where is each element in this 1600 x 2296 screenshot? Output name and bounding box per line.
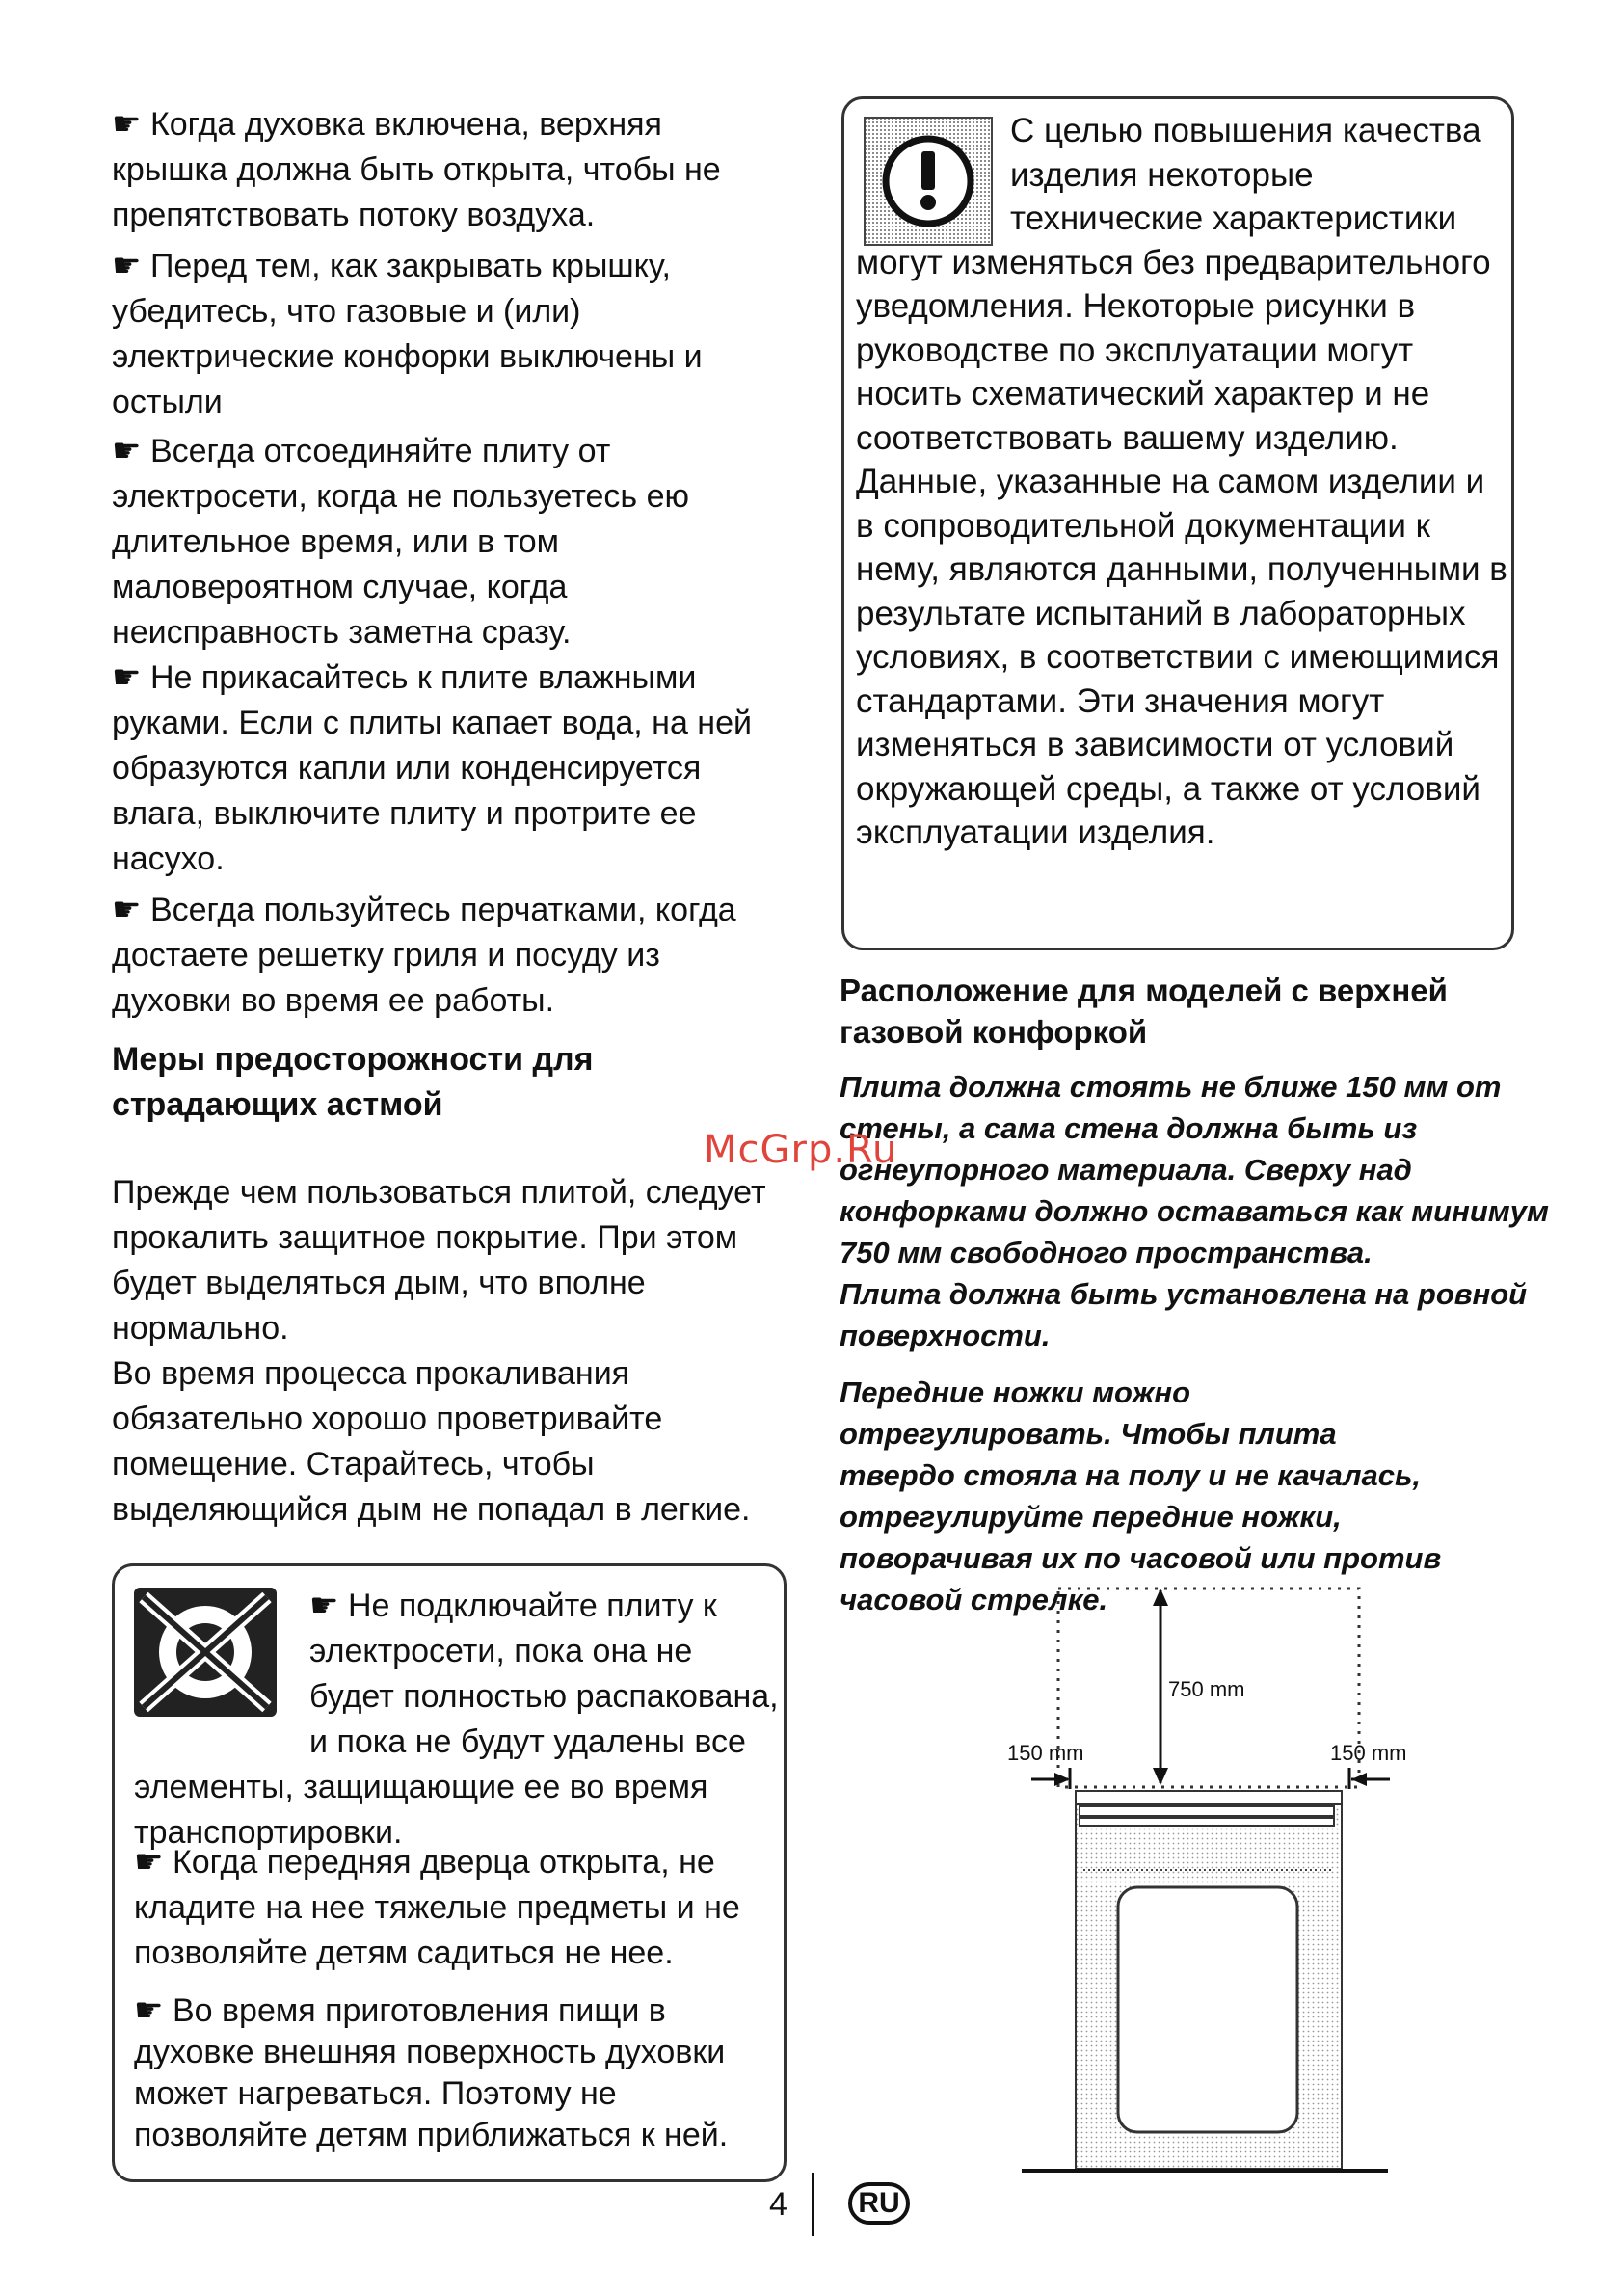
hand-pointer-icon: ☛ xyxy=(112,433,142,469)
clearance-diagram xyxy=(1002,1581,1407,2178)
bullet-1: ☛ Когда духовка включена, верхняя крышка должна быть открыта, чтобы не препятствовать потоку воздуха. xyxy=(112,106,721,233)
bullet-3: ☛ Всегда отсоединяйте плиту от электросети, когда не пользуетесь ею длительное время, или в том маловероятном случае, когда неисправность заметна сразу. xyxy=(112,433,690,651)
box-bullet-2: ☛ Когда передняя дверца открыта, не кладите на нее тяжелые предметы и не позволяйте детям садиться не нее. xyxy=(134,1844,740,1971)
bullet-2: ☛ Перед тем, как закрывать крышку, убедитесь, что газовые и (или) электрические конфорки выключены и остыли xyxy=(112,248,703,420)
hand-pointer-icon: ☛ xyxy=(112,106,142,143)
placement-text-1: Плита должна стоять не ближе 150 мм от стены, а сама стена должна быть из огнеупорного материала. Сверху над конфорками должно оставаться как минимум 750 мм свободного пространства. xyxy=(840,1070,1549,1269)
asthma-text-1: Прежде чем пользоваться плитой, следует прокалить защитное покрытие. При этом будет выделяться дым, что вполне нормально. xyxy=(112,1174,766,1347)
label-150-right: 150 mm xyxy=(1330,1741,1407,1765)
asthma-heading: Меры предосторожности для страдающих астмой xyxy=(112,1041,594,1123)
hand-pointer-icon: ☛ xyxy=(134,1992,164,2029)
notice-box xyxy=(841,96,1514,950)
asthma-text-2: Во время процесса прокаливания обязательно хорошо проветривайте помещение. Старайтесь, чтобы выделяющийся дым не попадал в легкие. xyxy=(112,1355,751,1528)
language-badge: RU xyxy=(848,2182,910,2225)
placement-text-2: Плита должна быть установлена на ровной поверхности. xyxy=(840,1277,1528,1352)
safety-box xyxy=(112,1563,787,2182)
footer-divider xyxy=(812,2173,814,2236)
hand-pointer-icon: ☛ xyxy=(309,1588,339,1624)
page-number: 4 xyxy=(769,2186,787,2223)
left-column xyxy=(112,102,787,1533)
notice-text: С целью повышения качества изделия некоторые технические характеристики могут изменяться без предварительного уведомления. Некоторые рисунки в руководстве по эксплуатации могут носить схематический характер и не соответствовать вашему изделию. Данные, указанные на самом изделии и в сопроводительной документации к нему, являются данными, полученными в результате испытаний в лабораторных условиях, в соответствии с имеющимися стандартами. Эти значения могут изменяться в зависимости от условий окружающей среды, а также от условий эксплуатации изделия. xyxy=(856,112,1507,851)
box-bullet-1: ☛ Не подключайте плиту к электросети, пока она не будет полностью распакована, и пока не будут удалены все элементы, защищающие ее во время транспортировки. xyxy=(134,1588,779,1851)
hand-pointer-icon: ☛ xyxy=(112,892,142,928)
placement-heading: Расположение для моделей с верхней газовой конфоркой xyxy=(840,973,1448,1050)
label-150-left: 150 mm xyxy=(1007,1741,1084,1765)
watermark: McGrp.Ru xyxy=(704,1128,898,1172)
box-bullet-3: ☛ Во время приготовления пищи в духовке внешняя поверхность духовки может нагреваться. Поэтому не позволяйте детям приближаться к ней. xyxy=(134,1992,729,2153)
placement-section xyxy=(840,970,1553,1620)
cooker-top xyxy=(1076,1791,1342,1804)
bullet-5: ☛ Всегда пользуйтесь перчатками, когда достаете решетку гриля и посуду из духовки во время ее работы. xyxy=(112,892,736,1019)
hand-pointer-icon: ☛ xyxy=(134,1844,164,1881)
label-750: 750 mm xyxy=(1168,1677,1245,1701)
oven-door xyxy=(1118,1887,1297,2132)
placement-text-3: Передние ножки можно отрегулировать. Чтобы плита твердо стояла на полу и не качалась, отрегулируйте передние ножки, поворачивая их по часовой или против часовой стрелке. xyxy=(840,1375,1442,1616)
hand-pointer-icon: ☛ xyxy=(112,659,142,696)
bullet-4: ☛ Не прикасайтесь к плите влажными руками. Если с плиты капает вода, на ней образуются капли или конденсируется влага, выключите плиту и протрите ее насухо. xyxy=(112,659,752,877)
hand-pointer-icon: ☛ xyxy=(112,248,142,284)
